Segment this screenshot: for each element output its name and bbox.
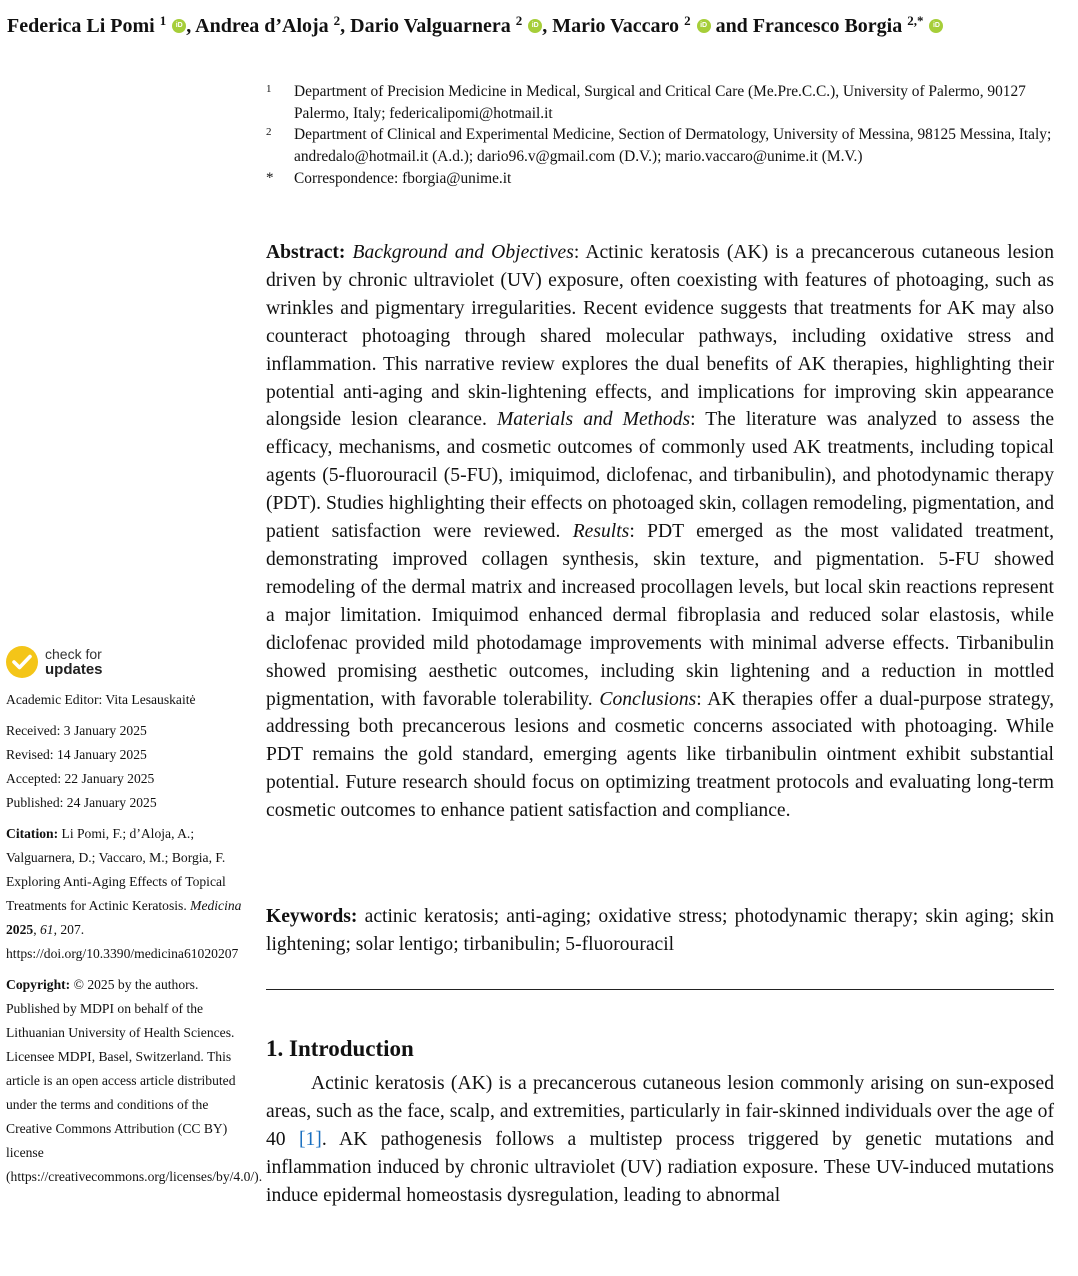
citation-doi[interactable]: , 207. https://doi.org/10.3390/medicina61020207 xyxy=(6,922,239,961)
received-date: Received: 3 January 2025 xyxy=(6,723,147,738)
copyright-label: Copyright: xyxy=(6,977,71,992)
affiliation-text: Department of Precision Medicine in Medical, Surgical and Critical Care (Me.Pre.C.C.), University of Palermo, 90127 Palermo, Italy; federicalipomi@hotmail.it xyxy=(294,83,1026,122)
affiliation-text: Department of Clinical and Experimental Medicine, Section of Dermatology, University of Messina, 98125 Messina, Italy; andredalo@hotmail.it (A.d.); dario96.v@gmail.com (D.V.); mario.vaccaro@unime.it (M.V.) xyxy=(294,126,1052,166)
author-name: Federica Li Pomi xyxy=(7,15,155,37)
keywords-paragraph xyxy=(266,903,1054,959)
abstract-paragraph xyxy=(266,239,1054,825)
abstract-text-methods: : The literature was analyzed to assess the efficacy, mechanisms, and cosmetic outcomes of commonly used AK treatments, including topical agents (5-fluorouracil (5-FU), imiquimod, diclofenac, and tirbanibulin), and photodynamic therapy (PDT). Studies highlighting their effects on photoaged skin, collagen remodeling, pigmentation, and patient satisfaction were reviewed. xyxy=(266,409,1055,543)
author-name: Dario Valguarnera xyxy=(350,15,511,37)
citation-text: Li Pomi, F.; d’Aloja, A.; Valguarnera, D.; Vaccaro, M.; Borgia, F. Exploring Anti-Aging Effects of Topical Treatments for Actinic Keratosis. xyxy=(6,826,226,913)
introduction-body xyxy=(266,1070,1054,1210)
citation: Citation: Li Pomi, F.; d’Aloja, A.; Valguarnera, D.; Vaccaro, M.; Borgia, F. Exploring Anti-Aging Effects of Topical Treatments for Actinic Keratosis. Medicina 2025, 61, 207. https://doi.org/10.3390/medicina61020207 xyxy=(6,826,242,961)
abstract-text-background: : Actinic keratosis (AK) is a precancerous cutaneous lesion driven by chronic ultraviolet (UV) exposure, often coexisting with features of photoaging, such as wrinkles and pigmentary irregularities. Recent evidence suggests that treatments for AK may also counteract photoaging through shared molecular pathways, including oxidative stress and inflammation. This narrative review explores the dual benefits of AK therapies, highlighting their potential anti-aging and skin-lightening effects, and implications for improving skin appearance alongside lesion clearance. xyxy=(266,242,1054,431)
author-affiliation-sup: 2 xyxy=(333,13,341,28)
citation-volume: 61 xyxy=(39,922,54,937)
abstract-heading-conclusions: Conclusions xyxy=(599,688,697,710)
affiliation-mark: * xyxy=(266,169,274,186)
author-name: Francesco Borgia xyxy=(752,15,903,37)
article-sidebar xyxy=(6,644,263,1196)
author-affiliation-sup: 1 xyxy=(159,13,167,28)
revised-date: Revised: 14 January 2025 xyxy=(6,747,147,762)
copyright-text: © 2025 by the authors. Published by MDPI on behalf of the Lithuanian University of Health Sciences. Licensee MDPI, Basel, Switzerland. This article is an open access article distributed under the terms and conditions of the Creative Commons Attribution (CC BY) license (https://creativecommons.org/licenses/by/4.0/). xyxy=(6,977,263,1184)
paragraph-text: Actinic keratosis (AK) is a precancerous cutaneous lesion commonly arising on sun-exposed areas, such as the face, scalp, and extremities, particularly in fair-skinned individuals over the age of 40 xyxy=(266,1073,1054,1150)
abstract-text-results: : PDT emerged as the most validated treatment, demonstrating improved collagen synthesis, skin texture, and pigmentation. 5-FU showed remodeling of the dermal matrix and increased procollagen levels, but local skin reactions represent a major limitation. Imiquimod enhanced dermal fibroplasia and reduced solar elastosis, while diclofenac provided mild photodamage improvements with minimal adverse effects. Tirbanibulin showed promising aesthetic outcomes, including skin lightening and a reduction in mottled pigmentation, with favorable tolerability. xyxy=(266,521,1054,710)
author-name: Mario Vaccaro xyxy=(552,15,680,37)
abstract-text-conclusions: : AK therapies offer a dual-purpose strategy, addressing both precancerous lesions and cosmetic concerns associated with photoaging. While PDT remains the gold standard, emerging agents like tirbanibulin ointment exhibit substantial potential. Future research should focus on optimizing treatment protocols and evaluating long-term cosmetic outcomes to enhance patient satisfaction and compliance. xyxy=(266,688,1054,822)
affiliation-mark: 2 xyxy=(266,126,272,139)
abstract-label: Abstract: xyxy=(266,242,346,263)
reference-link[interactable]: [1] xyxy=(298,1129,322,1150)
check-updates-line1: check for xyxy=(45,646,102,662)
check-updates-icon xyxy=(6,646,38,678)
section-divider xyxy=(266,989,1054,990)
check-updates-label xyxy=(45,647,103,677)
orcid-icon[interactable]: iD xyxy=(929,19,943,33)
affiliation-mark: 1 xyxy=(266,83,272,95)
affiliation-1 xyxy=(266,81,1061,124)
author-separator: , xyxy=(542,15,553,37)
correspondence xyxy=(266,168,1061,190)
affiliation-2 xyxy=(266,124,1061,167)
orcid-icon[interactable]: iD xyxy=(528,19,542,33)
keywords xyxy=(266,903,1054,959)
history-dates xyxy=(6,719,246,815)
affiliations xyxy=(266,81,1061,190)
citation-journal: Medicina xyxy=(190,898,242,913)
author-affiliation-sup: 2,* xyxy=(907,13,924,28)
citation-label: Citation: xyxy=(6,826,59,841)
introduction-paragraph xyxy=(266,1070,1054,1210)
check-for-updates-button[interactable] xyxy=(6,644,246,680)
keywords-text: actinic keratosis; anti-aging; oxidative stress; photodynamic therapy; skin aging; skin lightening; solar lentigo; tirbanibulin; 5-fluorouracil xyxy=(266,906,1054,955)
abstract-heading-background: Background and Objectives xyxy=(352,242,574,263)
abstract-heading-methods: Materials and Methods xyxy=(496,409,691,431)
author-affiliation-sup: 2 xyxy=(515,13,523,28)
citation-year: 2025 xyxy=(6,922,34,937)
academic-editor: Academic Editor: Vita Lesauskaitė xyxy=(6,692,196,707)
copyright xyxy=(6,973,263,1189)
orcid-icon[interactable]: iD xyxy=(172,19,186,33)
author-separator: , xyxy=(186,15,196,37)
abstract-heading-results: Results xyxy=(572,521,630,543)
published-date: Published: 24 January 2025 xyxy=(6,795,157,810)
author-name: Andrea d’Aloja xyxy=(195,15,329,37)
author-separator: , xyxy=(340,15,351,37)
author-affiliation-sup: 2 xyxy=(684,13,691,28)
orcid-icon[interactable]: iD xyxy=(697,19,711,33)
paragraph-text: . AK pathogenesis follows a multistep process triggered by genetic mutations and inflammation induced by chronic ultraviolet (UV) radiation exposure. These UV-induced mutations induce epidermal homeostasis dysregulation, leading to abnormal xyxy=(266,1129,1054,1206)
author-list xyxy=(7,10,1067,42)
check-updates-line2: updates xyxy=(45,661,103,678)
correspondence-text: Correspondence: fborgia@unime.it xyxy=(294,169,512,187)
abstract xyxy=(266,239,1054,825)
keywords-label: Keywords: xyxy=(266,906,358,927)
section-title: 1. Introduction xyxy=(266,1036,414,1061)
accepted-date: Accepted: 22 January 2025 xyxy=(6,771,155,786)
author-separator: and xyxy=(710,15,753,37)
